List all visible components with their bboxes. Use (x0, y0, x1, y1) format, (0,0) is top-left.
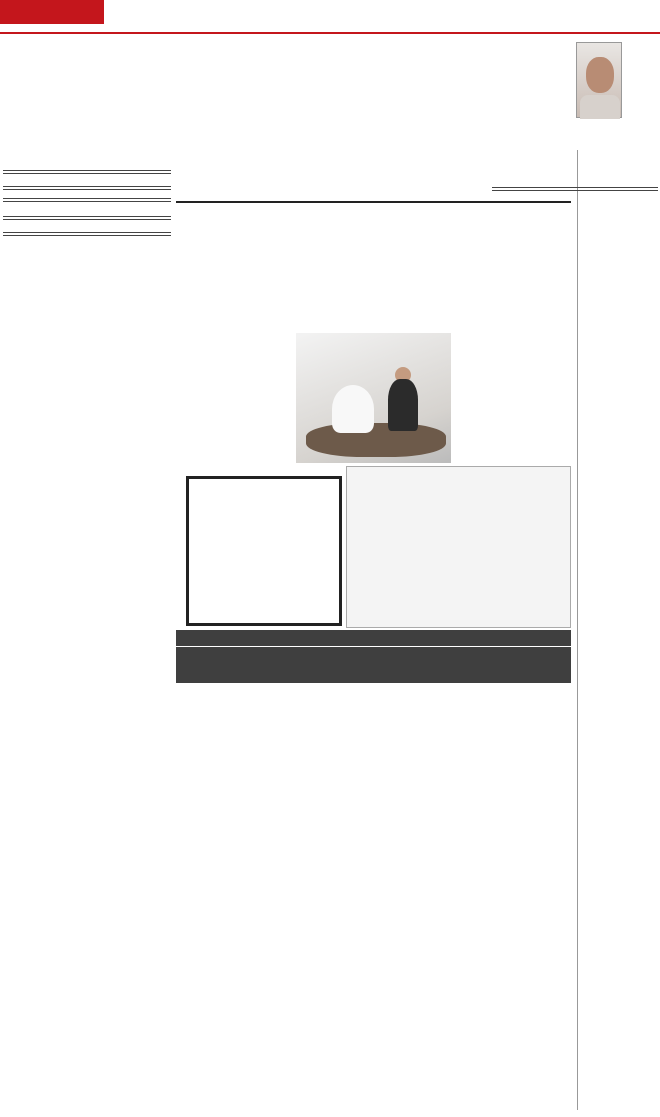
mahmud-column-1 (176, 690, 302, 1110)
article-column-1 (176, 206, 294, 461)
couple-prayer-photo (296, 333, 451, 463)
namaz-sureler-box (186, 476, 342, 626)
author-photo (576, 42, 622, 118)
newspaper-logo (0, 0, 104, 24)
left-column (3, 150, 171, 1110)
mahmud-column-2 (309, 690, 435, 1110)
right-column (492, 175, 658, 1115)
article-column-2 (298, 206, 448, 332)
author-byline (623, 42, 659, 172)
sunnet-box (574, 176, 658, 276)
